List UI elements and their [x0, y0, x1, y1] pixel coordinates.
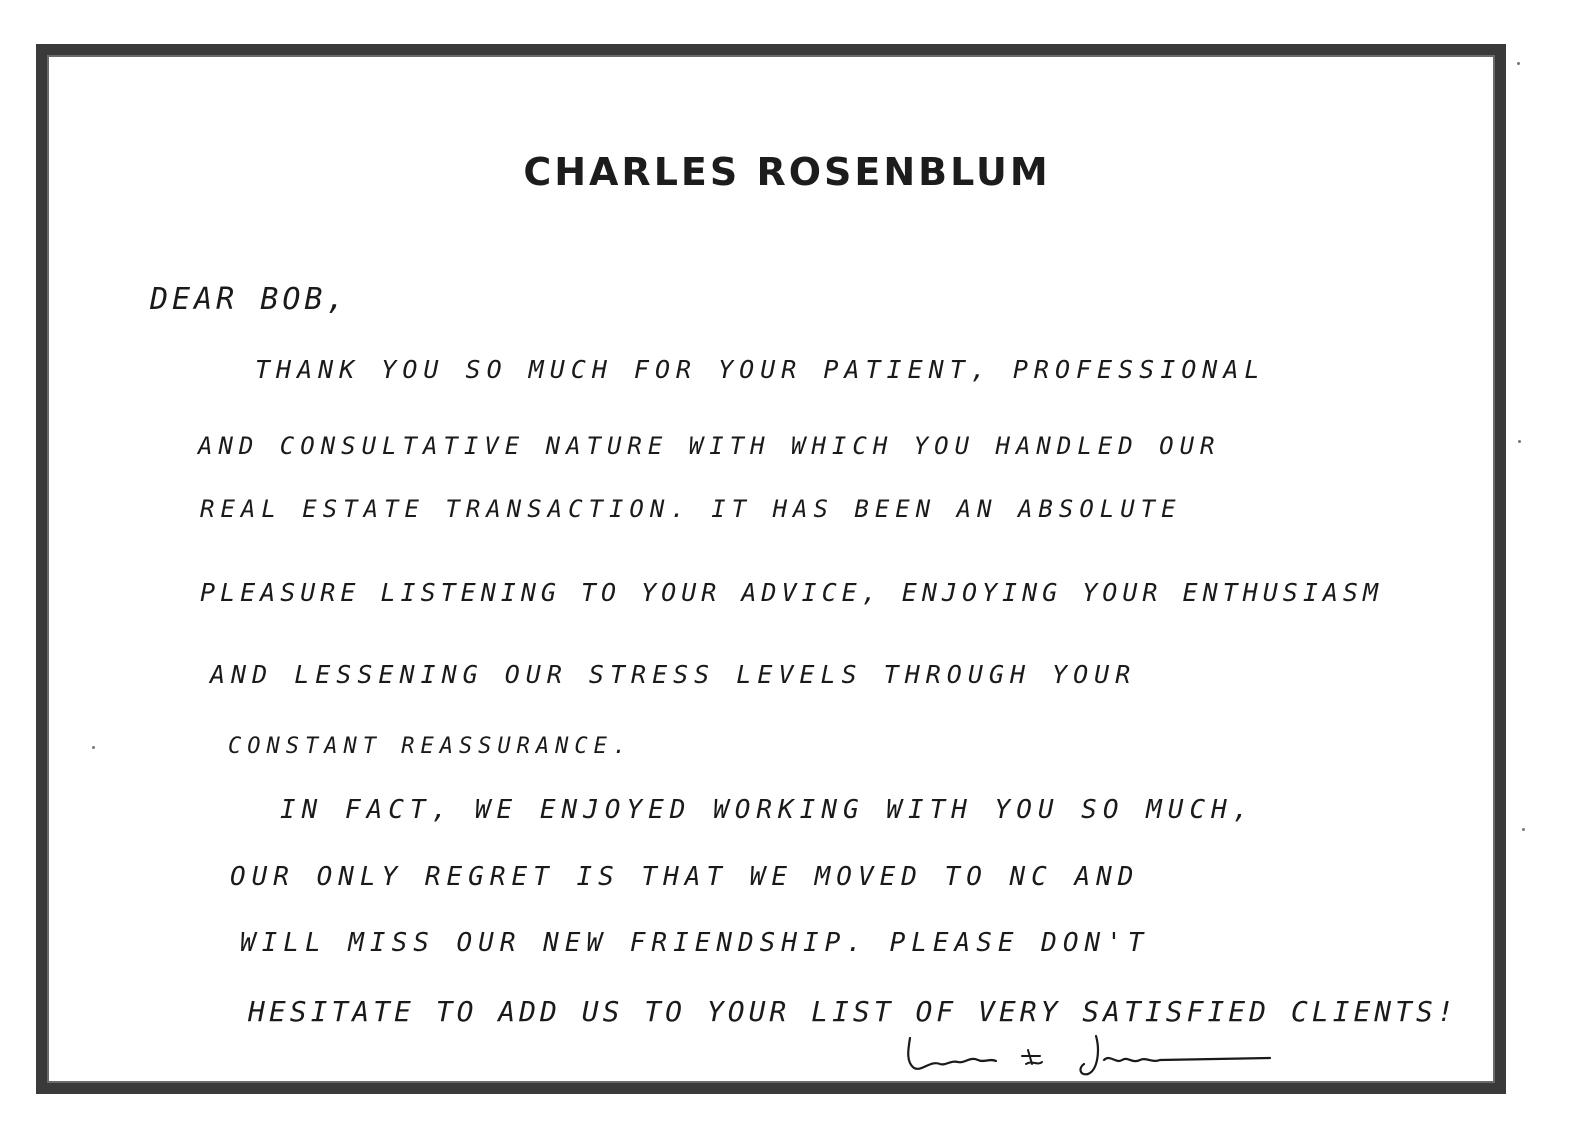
letterhead-name: CHARLES ROSENBLUM: [523, 150, 1051, 194]
letter-line: IN FACT, WE ENJOYED WORKING WITH YOU SO MUCH,: [280, 795, 1255, 825]
letter-line: AND CONSULTATIVE NATURE WITH WHICH YOU HANDLED OUR: [198, 432, 1221, 460]
letter-line: REAL ESTATE TRANSACTION. IT HAS BEEN AN ABSOLUTE: [200, 495, 1182, 523]
letter-line: OUR ONLY REGRET IS THAT WE MOVED TO NC AND: [230, 862, 1140, 892]
scan-speck: [92, 746, 95, 749]
letter-line: CONSTANT REASSURANCE.: [228, 734, 633, 759]
scan-speck: [1518, 440, 1521, 443]
scan-speck: [1522, 828, 1525, 831]
letter-line: AND LESSENING OUR STRESS LEVELS THROUGH YOUR: [210, 660, 1137, 689]
scan-speck: [1517, 62, 1520, 65]
letter-line: THANK YOU SO MUCH FOR YOUR PATIENT, PROFESSIONAL: [255, 355, 1266, 384]
salutation: DEAR BOB,: [150, 282, 349, 317]
letter-line: WILL MISS OUR NEW FRIENDSHIP. PLEASE DON'T: [240, 928, 1150, 958]
handwritten-signature: [900, 1030, 1300, 1080]
letter-line: HESITATE TO ADD US TO YOUR LIST OF VERY SATISFIED CLIENTS!: [248, 995, 1458, 1028]
letter-line: PLEASURE LISTENING TO YOUR ADVICE, ENJOYING YOUR ENTHUSIASM: [200, 578, 1384, 607]
signature-scribble: [900, 1030, 1300, 1080]
